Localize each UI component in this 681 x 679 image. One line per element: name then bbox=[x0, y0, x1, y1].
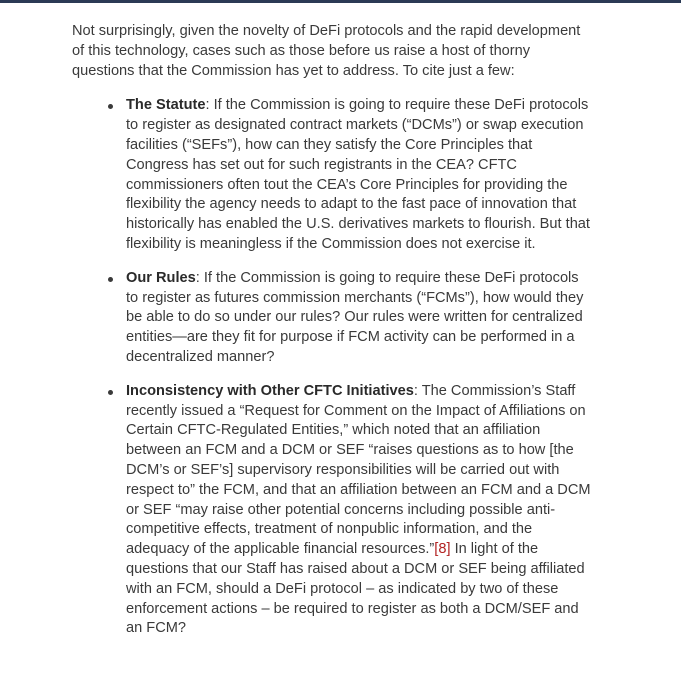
list-item-rules bbox=[72, 269, 592, 368]
bullet-icon bbox=[108, 277, 113, 282]
bullet-icon bbox=[108, 390, 113, 395]
item-term: Inconsistency with Other CFTC Initiatives bbox=[126, 382, 414, 399]
item-text: : If the Commission is going to require these DeFi protocols to register as futures commission merchants (“FCMs”), how would they be able to do so under our rules? Our rules were written for centralized entities—are they fit for purpose if FCM activity can be performed in a decentralized manner? bbox=[126, 269, 584, 365]
top-border bbox=[0, 0, 681, 3]
bullet-icon bbox=[108, 104, 113, 109]
list-item-inconsistency bbox=[72, 382, 592, 639]
document-body bbox=[72, 22, 592, 653]
item-text: : The Commission’s Staff recently issued a “Request for Comment on the Impact of Affiliations on Certain CFTC-Regulated Entities,” which noted that an affiliation between an FCM and a DCM or SEF “raises questions as to how [the DCM’s or SEF’s] supervisory responsibilities will be carried out with respect to” the FCM, and that an affiliation between an FCM and a DCM or SEF “may raise other potential concerns including possible anti-competitive effects, treatment of nonpublic information, and the adequacy of the applicable financial resources.” bbox=[126, 382, 591, 558]
footnote-link[interactable]: [8] bbox=[434, 541, 451, 558]
list-item-statute bbox=[72, 96, 592, 254]
item-text-after: In light of the questions that our Staff has raised about a DCM or SEF being affiliated with an FCM, should a DeFi protocol – as indicated by two of these enforcement actions – be required to register as both a DCM/SEF and an FCM? bbox=[126, 541, 585, 637]
intro-paragraph: Not surprisingly, given the novelty of DeFi protocols and the rapid development of this technology, cases such as those before us raise a host of thorny questions that the Commission has yet to address. To cite just a few: bbox=[72, 23, 581, 79]
item-term: Our Rules bbox=[126, 269, 196, 286]
issues-list bbox=[72, 96, 592, 639]
item-term: The Statute bbox=[126, 97, 206, 114]
item-text: : If the Commission is going to require these DeFi protocols to register as designated contract markets (“DCMs”) or swap execution facilities (“SEFs”), how can they satisfy the Core Principles that Congress has set out for such registrants in the CEA? CFTC commissioners often tout the CEA’s Core Principles for providing the flexibility the agency needs to adapt to the fast pace of innovation that historically has enabled the U.S. derivatives markets to flourish. But that flexibility is meaningless if the Commission does not exercise it. bbox=[126, 97, 590, 252]
